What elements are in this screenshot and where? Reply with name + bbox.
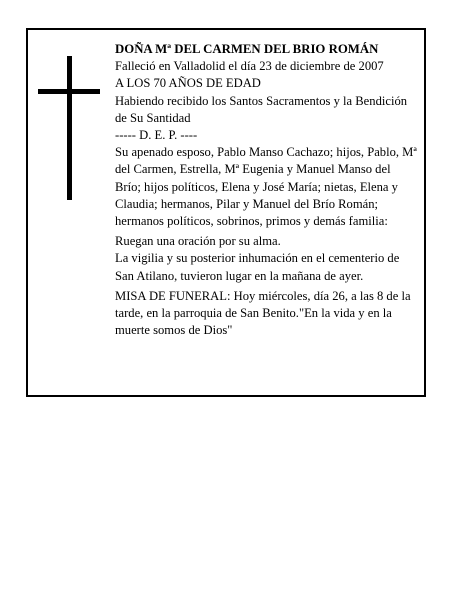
funeral-paragraph: MISA DE FUNERAL: Hoy miércoles, día 26, a las 8 de la tarde, en la parroquia de San Benito."En la vida y en la muerte somos de Dios" — [115, 288, 411, 338]
obituary-notice — [26, 28, 426, 397]
sacraments-line: Habiendo recibido los Santos Sacramentos y la Bendición de Su Santidad — [115, 93, 408, 125]
cross-horizontal-bar — [38, 89, 100, 94]
prayer-line: Ruegan una oración por su alma. — [115, 234, 281, 249]
age-line: A LOS 70 AÑOS DE EDAD — [115, 76, 261, 91]
cross-vertical-bar — [67, 56, 72, 200]
rip-line: ----- D. E. P. ---- — [115, 128, 198, 143]
cross-icon — [38, 56, 100, 200]
vigil-paragraph: La vigilia y su posterior inhumación en el cementerio de San Atilano, tuvieron lugar en la mañana de ayer. — [115, 251, 400, 283]
deceased-name: DOÑA Mª DEL CARMEN DEL BRIO ROMÁN — [115, 42, 379, 56]
notice-text-block — [115, 41, 417, 339]
death-line: Falleció en Valladolid el día 23 de diciembre de 2007 — [115, 59, 384, 74]
family-paragraph: Su apenado esposo, Pablo Manso Cachazo; hijos, Pablo, Mª del Carmen, Estrella, Mª Eugenia y Manuel Manso del Brío; hijos políticos, Elena y José María; nietas, Elena y Claudia; hermanos, Pilar y Manuel del Brío Román; hermanos políticos, sobrinos, primos y demás familia: — [115, 145, 417, 229]
